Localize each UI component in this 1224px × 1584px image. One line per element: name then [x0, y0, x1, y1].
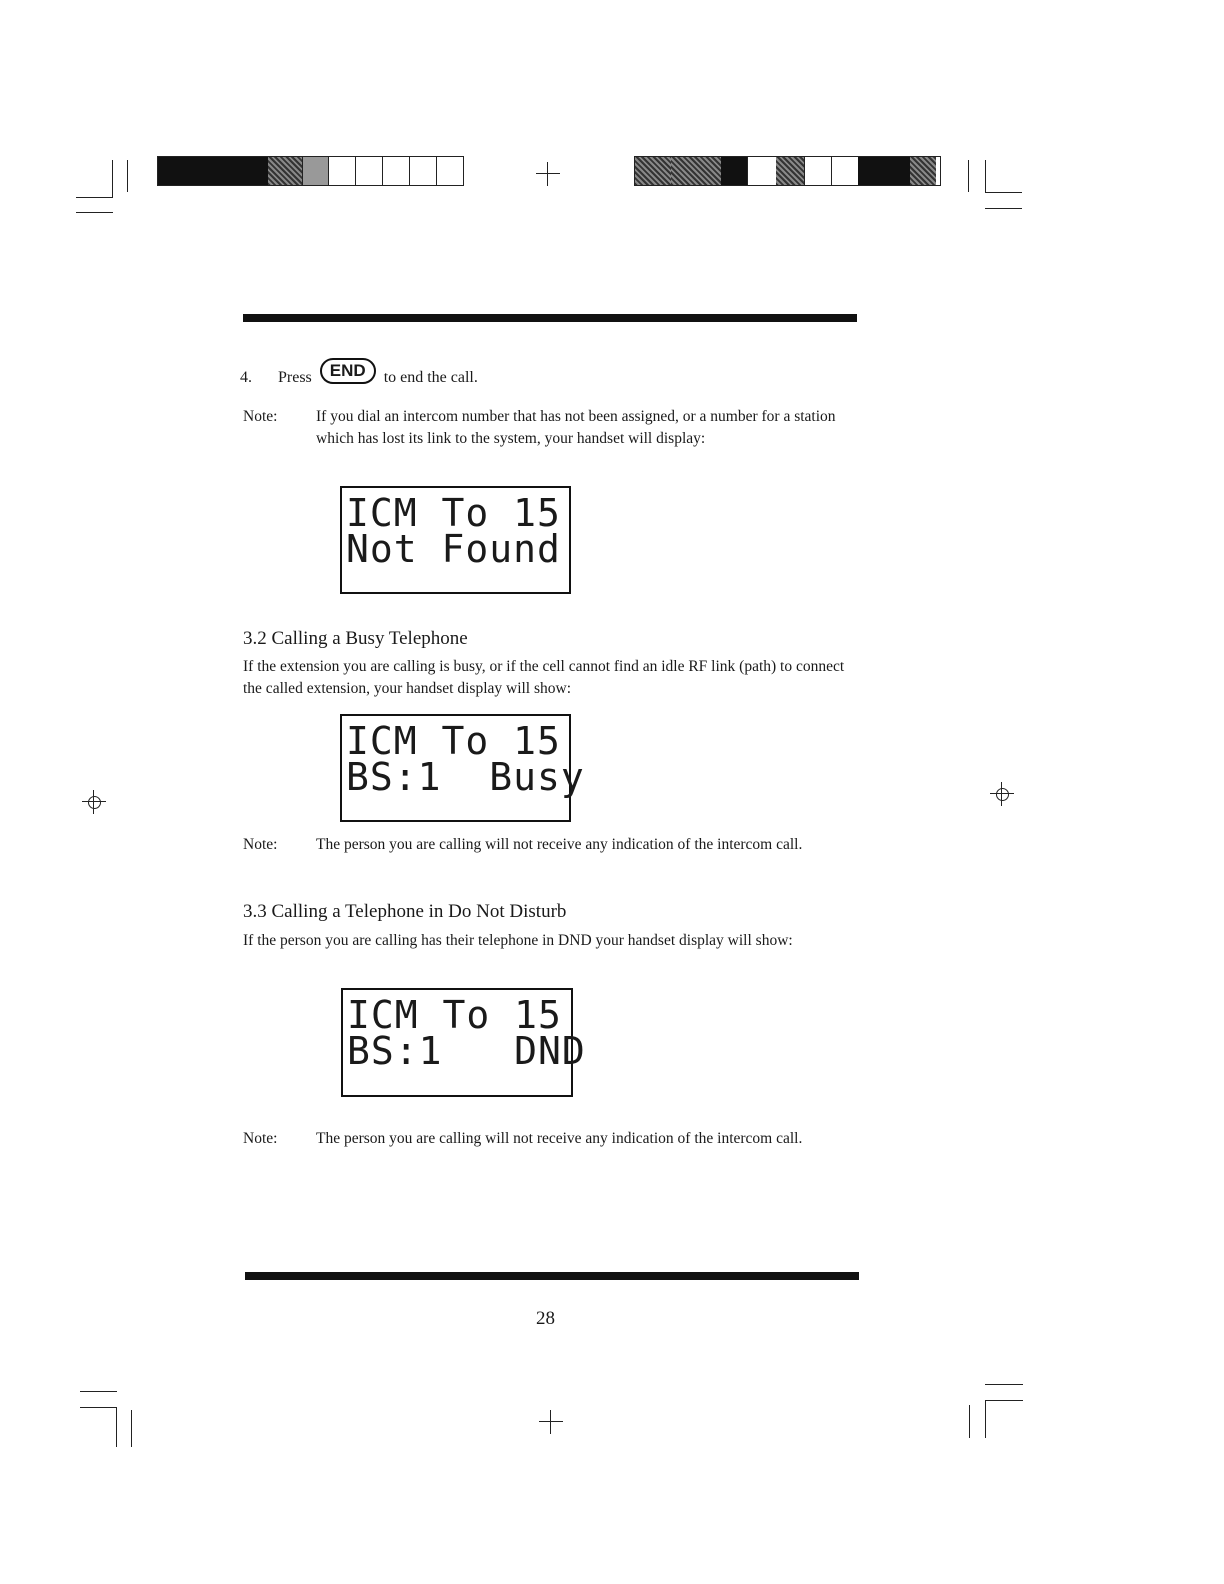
display-line-2: BS:1 DND: [347, 1029, 586, 1073]
crop-mark: [969, 1405, 970, 1438]
note-text: The person you are calling will not receive any indication of the intercom call.: [316, 1130, 803, 1147]
crop-mark: [985, 160, 986, 193]
display-line-1: ICM To 15: [346, 719, 561, 763]
header-rule: [243, 314, 857, 322]
crop-mark: [985, 192, 1022, 193]
page-number: 28: [536, 1308, 555, 1329]
note-label: Note:: [243, 408, 278, 425]
end-key-icon: END: [320, 358, 376, 384]
crop-mark: [112, 160, 113, 198]
note-text: If you dial an intercom number that has not been assigned, or a number for a station which has lost its link to the system, your handset will display:: [316, 408, 836, 447]
section-heading: 3.2 Calling a Busy Telephone: [243, 628, 468, 649]
handset-display: [340, 486, 571, 594]
footer-rule: [245, 1272, 859, 1280]
crop-mark: [985, 1400, 986, 1438]
registration-bar: [634, 156, 941, 186]
crop-mark: [985, 208, 1022, 209]
crop-mark: [80, 1407, 117, 1408]
crop-mark: [127, 160, 128, 192]
registration-target-icon: [539, 1410, 563, 1434]
handset-display: [341, 988, 586, 1097]
crop-mark: [985, 1384, 1023, 1385]
display-line-1: ICM To 15: [347, 993, 562, 1037]
registration-target-icon: [82, 790, 106, 814]
note-label: Note:: [243, 1130, 278, 1147]
crop-mark: [76, 212, 113, 213]
registration-bar: [157, 156, 464, 186]
step-4: [240, 361, 478, 390]
crop-mark: [985, 1400, 1023, 1401]
display-line-2: BS:1 Busy: [346, 755, 585, 799]
crop-mark: [968, 160, 969, 192]
section-body: If the person you are calling has their telephone in DND your handset display will show:: [243, 932, 793, 949]
crop-mark: [116, 1407, 117, 1447]
section-body: If the extension you are calling is busy, or if the cell cannot find an idle RF link (path) to connect the called extension, your handset display will show:: [243, 658, 845, 697]
step-text-after: to end the call.: [383, 369, 478, 386]
crop-mark: [131, 1410, 132, 1447]
display-line-1: ICM To 15: [346, 491, 561, 535]
registration-target-icon: [990, 782, 1014, 806]
crop-mark: [76, 197, 113, 198]
section-heading: 3.3 Calling a Telephone in Do Not Disturb: [243, 901, 567, 922]
registration-target-icon: [536, 162, 560, 186]
step-number: 4.: [240, 369, 252, 386]
display-line-2: Not Found: [346, 527, 561, 571]
crop-mark: [80, 1391, 117, 1392]
handset-display: [340, 714, 585, 822]
note-label: Note:: [243, 836, 278, 853]
note-text: The person you are calling will not receive any indication of the intercom call.: [316, 836, 803, 853]
step-text-before: Press: [278, 369, 312, 386]
